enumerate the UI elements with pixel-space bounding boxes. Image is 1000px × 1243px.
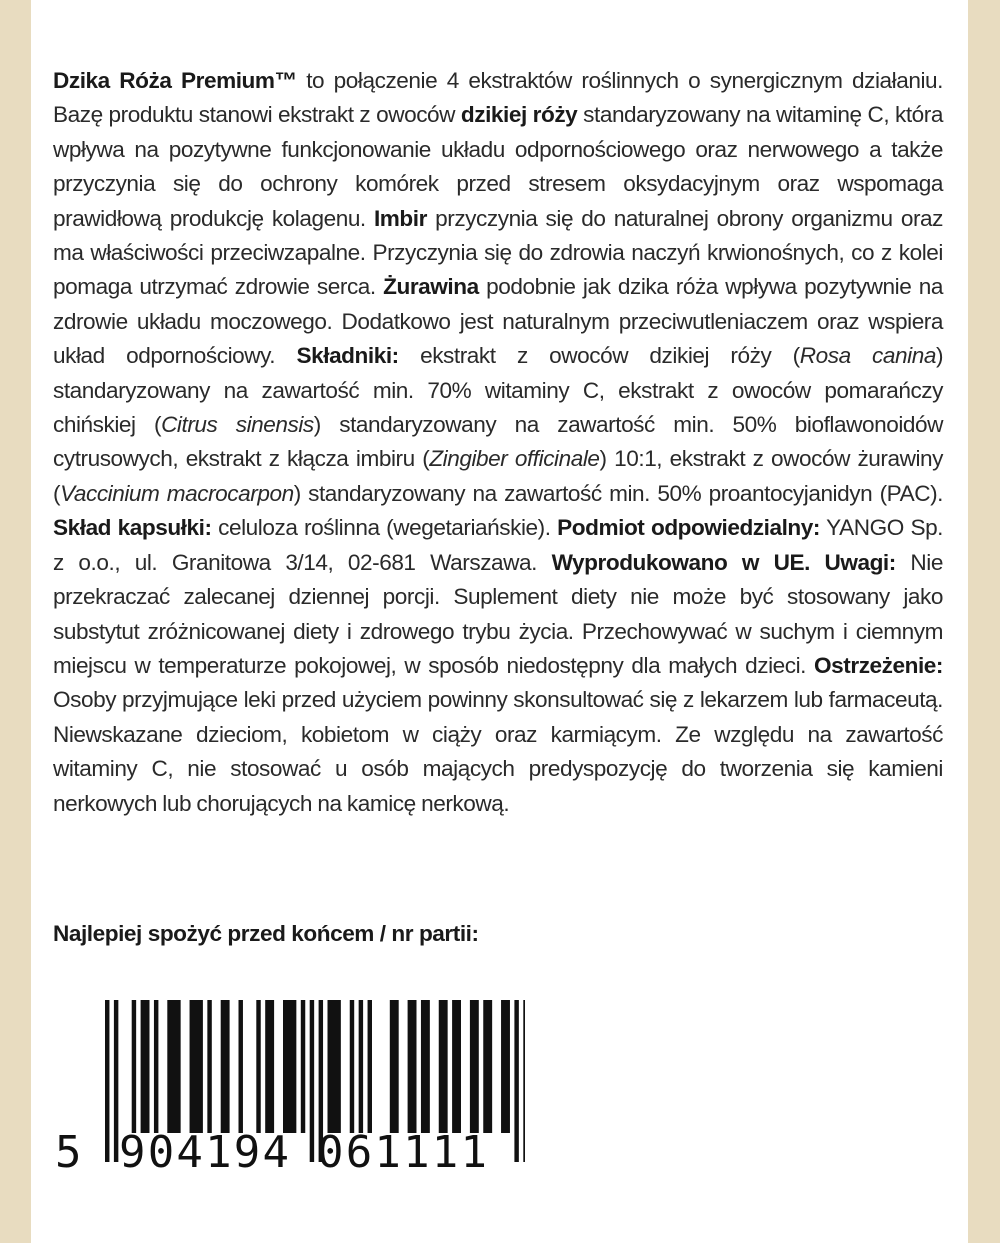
text-run: celuloza roślinna (wegetariańskie). (211, 515, 558, 541)
text-run: YANGO Sp. z o.o., ul. Granitowa 3/14, 02-681 Warszawa. (53, 515, 944, 575)
bold-run: Składniki: (296, 343, 399, 369)
barcode-bar (154, 1000, 158, 1133)
barcode-bar (239, 1000, 243, 1133)
barcode-bar (350, 1000, 354, 1133)
bold-run: Imbir (373, 205, 427, 231)
best-before-label: Najlepiej spożyć przed końcem / nr partii: (53, 921, 479, 946)
text-run: Nie przekraczać zalecanej dziennej porcji. Suplement diety nie może być stosowany jako substytut zróżnicowanej diety i zdrowego trybu życia. Przechowywać w suchym i ciemnym miejscu w temperaturze pokojowej, w sposób niedostępny dla małych dzieci. (53, 549, 943, 678)
bold-run: Dzika Róża Premium™ (53, 68, 297, 93)
barcode-guard-bar (514, 1000, 518, 1162)
barcode-bar (265, 1000, 274, 1133)
text-run: ) standaryzowany na zawartość min. 70% witaminy C, ekstrakt z owoców pomarańczy chińskiej ( (53, 343, 944, 438)
text-run: ) 10:1, ekstrakt z owoców żurawiny ( (53, 446, 944, 506)
barcode-first-digit: 5 (55, 1127, 82, 1175)
barcode-left-digits: 904194 (119, 1127, 289, 1175)
text-run: Osoby przyjmujące leki przed użyciem powinny skonsultować się z lekarzem lub farmaceutą. Niewskazane dzieciom, kobietom w ciąży oraz karmiącym. Ze względu na zawartość witaminy C, nie stosować u osób mających predyspozycję do tworzenia się kamieni nerkowych lub chorujących na kamicę nerkową. (53, 687, 943, 816)
barcode-bar (483, 1000, 492, 1133)
barcode-bar (256, 1000, 260, 1133)
barcode-bar (501, 1000, 510, 1133)
barcode-guard-bar (114, 1000, 118, 1162)
latin-name: Vaccinium macrocarpon (60, 480, 294, 506)
bold-run: Podmiot odpowiedzialny: (557, 515, 820, 541)
ean13-barcode (55, 1000, 525, 1175)
barcode-bar (439, 1000, 448, 1133)
text-run: ekstrakt z owoców dzikiej róży ( (398, 343, 800, 369)
barcode-bar (190, 1000, 203, 1133)
barcode-guard-bar (105, 1000, 109, 1162)
text-run: to połączenie 4 ekstraktów roślinnych o synergicznym działaniu. Bazę produktu stanowi ekstrakt z owoców (53, 68, 943, 128)
text-run: ) standaryzowany na zawartość min. 50% proantocyjanidyn (PAC). (293, 480, 943, 506)
barcode-guard-bar (310, 1000, 314, 1162)
barcode-bar (368, 1000, 372, 1133)
latin-name: Rosa canina (799, 343, 936, 369)
text-run: ) standaryzowany na zawartość min. 50% bioflawonoidów cytrusowych, ekstrakt z kłącza imbiru ( (53, 412, 943, 472)
barcode-bar (301, 1000, 305, 1133)
latin-name: Zingiber officinale (429, 446, 600, 472)
text-run: przyczynia się do naturalnej obrony organizmu oraz ma właściwości przeciwzapalne. Przyczynia się do zdrowia naczyń krwionośnych, co z kolei pomaga utrzymać zdrowie serca. (53, 205, 943, 300)
barcode-bar (132, 1000, 136, 1133)
barcode-bar (470, 1000, 479, 1133)
barcode-bar (207, 1000, 211, 1133)
barcode-bar (141, 1000, 150, 1133)
bold-run: Ostrzeżenie: (814, 652, 943, 678)
text-run: standaryzowany na witaminę C, która wpływa na pozytywne funkcjonowanie układu odpornościowego oraz nerwowego a także przyczynia się do ochrony komórek przed stresem oksydacyjnym oraz wspomaga prawidłową produkcję kolagenu. (53, 102, 943, 231)
bold-run: Żurawina (383, 274, 479, 300)
product-description (53, 64, 943, 821)
barcode-bar (221, 1000, 230, 1133)
barcode-bar (421, 1000, 430, 1133)
barcode-bar (167, 1000, 180, 1133)
text-run: podobnie jak dzika róża wpływa pozytywnie na zdrowie układu moczowego. Dodatkowo jest naturalnym przeciwutleniaczem oraz wspiera układ odpornościowy. (53, 274, 943, 369)
barcode-bar (328, 1000, 341, 1133)
barcode-bar (390, 1000, 399, 1133)
barcode-guard-bar (523, 1000, 525, 1162)
barcode-bar (359, 1000, 363, 1133)
barcode-right-digits: 061111 (317, 1127, 487, 1175)
latin-name: Citrus sinensis (161, 412, 314, 438)
barcode-bar (452, 1000, 461, 1133)
barcode-bar (283, 1000, 296, 1133)
bold-run: dzikiej róży (460, 102, 578, 128)
barcode-bar (408, 1000, 417, 1133)
bold-run: Skład kapsułki: (53, 515, 212, 541)
bold-run: Wyprodukowano w UE. Uwagi: (551, 549, 896, 575)
